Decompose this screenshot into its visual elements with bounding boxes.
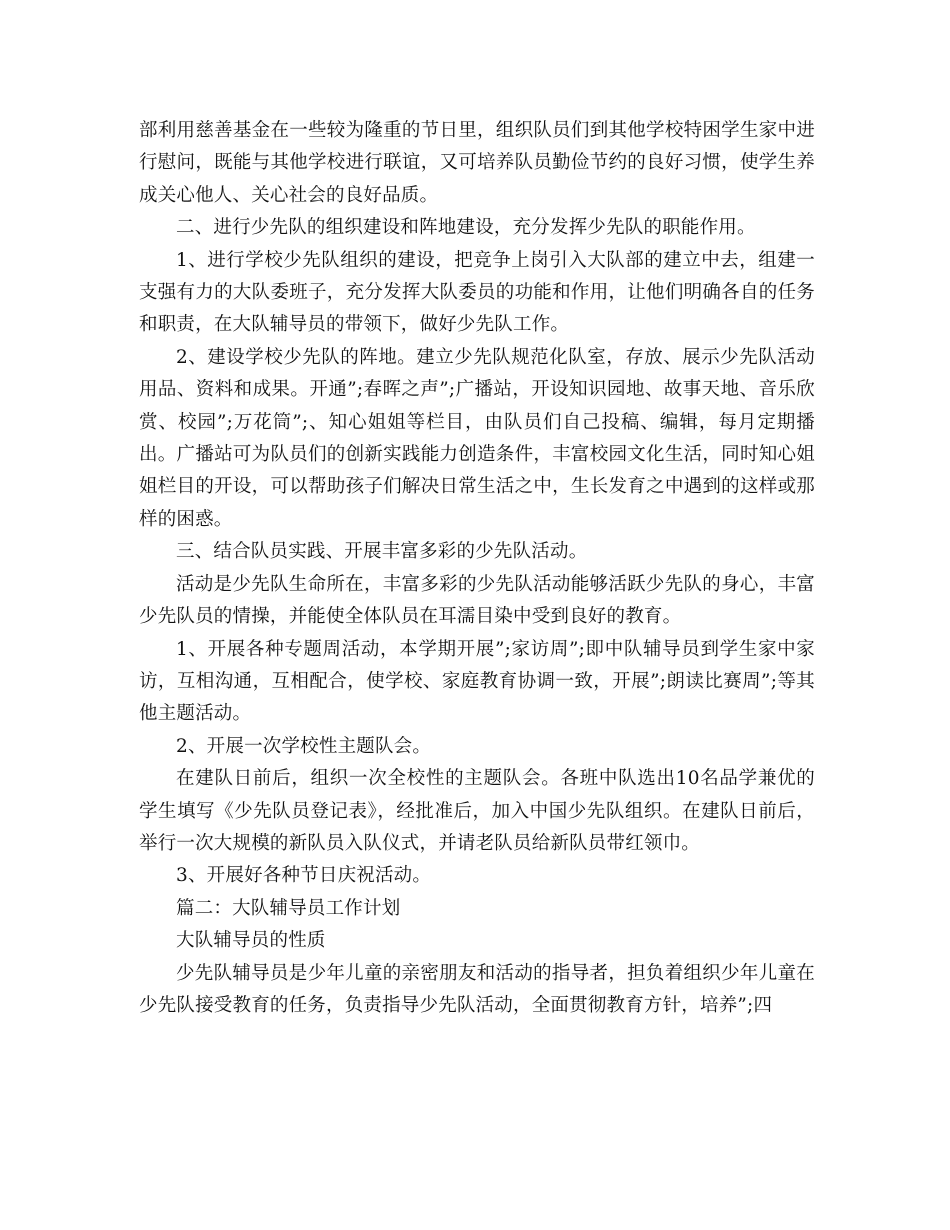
section-heading: 篇二：大队辅导员工作计划	[176, 897, 401, 919]
paragraph: 1、进行学校少先队组织的建设，把竞争上岗引入大队部的建立中去，组建一支强有力的大队委班子，充分发挥大队委员的功能和作用，让他们明确各自的任务和职责，在大队辅导员的带领下，做好少先队工作。	[139, 249, 815, 336]
paragraph: 2、建设学校少先队的阵地。建立少先队规范化队室，存放、展示少先队活动用品、资料和成果。开通”;春晖之声”;广播站，开设知识园地、故事天地、音乐欣赏、校园”;万花筒”;、知心姐姐等栏目，由队员们自己投稿、编辑，每月定期播出。广播站可为队员们的创新实践能力创造条件，丰富校园文化生活，同时知心姐姐栏目的开设，可以帮助孩子们解决日常生活之中，生长发育之中遇到的这样或那样的困惑。	[139, 346, 815, 530]
paragraph: 2、开展一次学校性主题队会。	[176, 735, 432, 757]
paragraph: 1、开展各种专题周活动，本学期开展”;家访周”;即中队辅导员到学生家中家访，互相沟通，互相配合，使学校、家庭教育协调一致，开展”;朗读比赛周”;等其他主题活动。	[139, 638, 815, 725]
paragraph: 在建队日前后，组织一次全校性的主题队会。各班中队选出10名品学兼优的学生填写《少先队员登记表》，经批准后，加入中国少先队组织。在建队日前后，举行一次大规模的新队员入队仪式，并请老队员给新队员带红领巾。	[139, 768, 815, 854]
paragraph: 少先队辅导员是少年儿童的亲密朋友和活动的指导者，担负着组织少年儿童在少先队接受教育的任务，负责指导少先队活动，全面贯彻教育方针，培养”;四	[139, 962, 815, 1016]
paragraph: 三、结合队员实践、开展丰富多彩的少先队活动。	[176, 541, 588, 563]
paragraph: 活动是少先队生命所在，丰富多彩的少先队活动能够活跃少先队的身心，丰富少先队员的情操，并能使全体队员在耳濡目染中受到良好的教育。	[139, 573, 815, 628]
subsection-heading: 大队辅导员的性质	[176, 930, 326, 952]
document-body	[139, 115, 815, 1022]
paragraph: 3、开展好各种节日庆祝活动。	[176, 865, 432, 887]
paragraph: 二、进行少先队的组织建设和阵地建设，充分发挥少先队的职能作用。	[176, 217, 756, 239]
paragraph: 部利用慈善基金在一些较为隆重的节日里，组织队员们到其他学校特困学生家中进行慰问，既能与其他学校进行联谊，又可培养队员勤俭节约的良好习惯，使学生养成关心他人、关心社会的良好品质。	[139, 120, 815, 206]
